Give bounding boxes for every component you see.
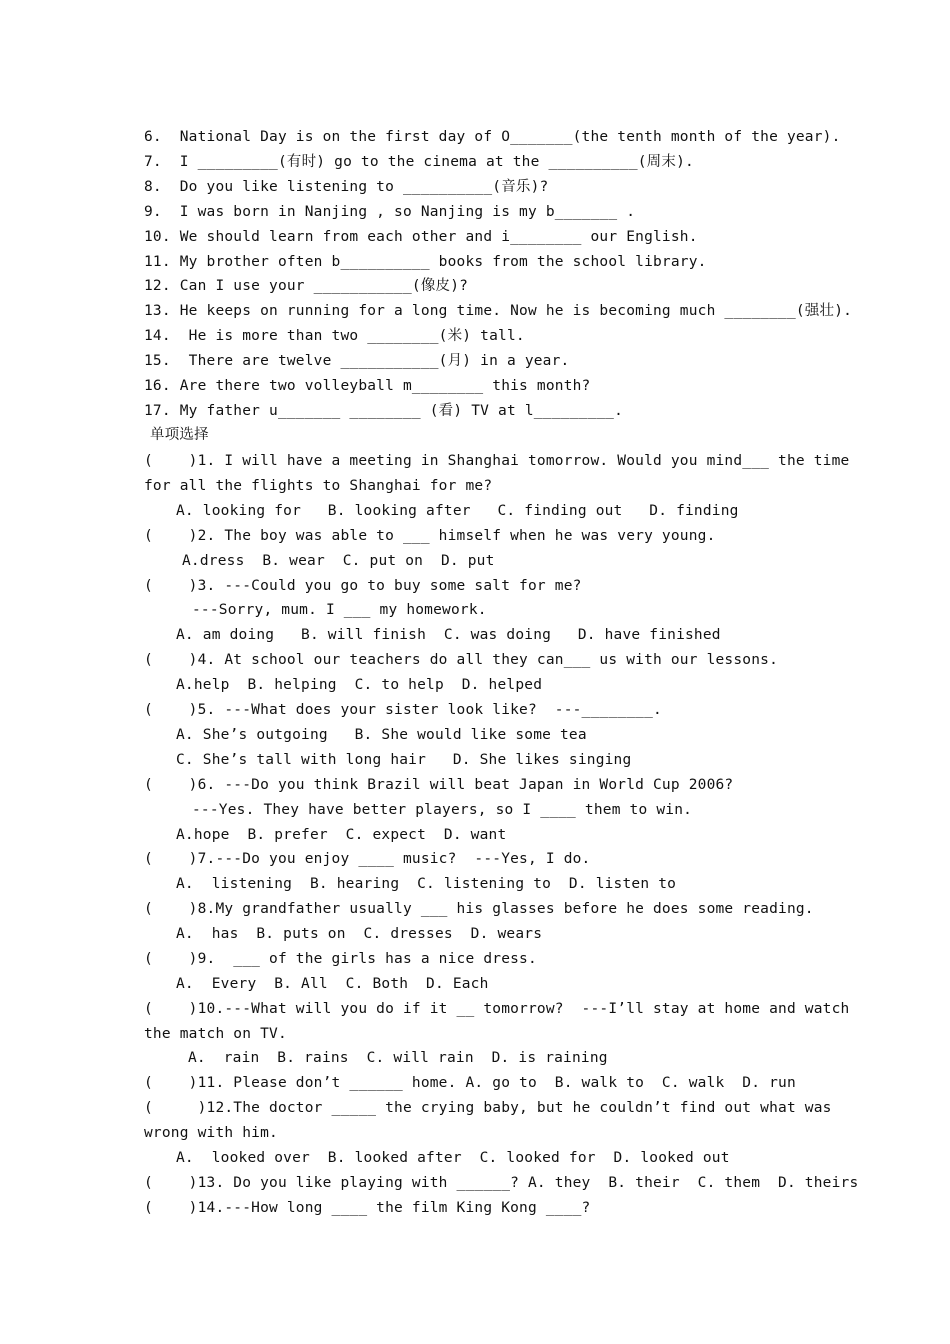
fill-in-item-15: 15. There are twelve ___________(月) in a year. [144,353,570,369]
mc-question-6: ( )6. ---Do you think Brazil will beat Japan in World Cup 2006? [144,777,734,793]
mc-question-14: ( )14.---How long ____ the film King Kong ____? [144,1200,591,1216]
mc-question-3: ( )3. ---Could you go to buy some salt for me? [144,578,582,594]
mc-options-2: A.dress B. wear C. put on D. put [182,553,495,569]
mc-question-10: ( )10.---What will you do if it __ tomorrow? ---I’ll stay at home and watch [144,1001,850,1017]
mc-options-5a: A. She’s outgoing B. She would like some tea [176,727,587,743]
mc-question-7: ( )7.---Do you enjoy ____ music? ---Yes, I do. [144,851,591,867]
mc-options-1: A. looking for B. looking after C. finding out D. finding [176,503,739,519]
mc-options-6: A.hope B. prefer C. expect D. want [176,827,507,843]
fill-in-item-7: 7. I _________(有时) go to the cinema at the __________(周末). [144,154,694,170]
mc-question-11: ( )11. Please don’t ______ home. A. go to B. walk to C. walk D. run [144,1075,796,1091]
mc-question-3-reply: ---Sorry, mum. I ___ my homework. [192,602,487,618]
fill-in-item-9: 9. I was born in Nanjing , so Nanjing is my b_______ . [144,204,636,220]
mc-question-8: ( )8.My grandfather usually ___ his glasses before he does some reading. [144,901,814,917]
mc-question-2: ( )2. The boy was able to ___ himself when he was very young. [144,528,716,544]
mc-options-12: A. looked over B. looked after C. looked for D. looked out [176,1150,730,1166]
mc-question-13: ( )13. Do you like playing with ______? A. they B. their C. them D. theirs [144,1175,859,1191]
mc-question-1-cont: for all the flights to Shanghai for me? [144,478,493,494]
mc-question-1: ( )1. I will have a meeting in Shanghai tomorrow. Would you mind___ the time [144,453,850,469]
fill-in-item-11: 11. My brother often b__________ books from the school library. [144,254,707,270]
mc-question-12: ( )12.The doctor _____ the crying baby, but he couldn’t find out what was [144,1100,832,1116]
mc-options-5b: C. She’s tall with long hair D. She likes singing [176,752,632,768]
mc-options-10: A. rain B. rains C. will rain D. is raining [188,1050,608,1066]
fill-in-item-13: 13. He keeps on running for a long time. Now he is becoming much ________(强壮). [144,303,853,319]
fill-in-item-16: 16. Are there two volleyball m________ this month? [144,378,591,394]
mc-options-8: A. has B. puts on C. dresses D. wears [176,926,543,942]
fill-in-item-14: 14. He is more than two ________(米) tall. [144,328,525,344]
mc-question-10-cont: the match on TV. [144,1026,287,1042]
mc-question-4: ( )4. At school our teachers do all they can___ us with our lessons. [144,652,779,668]
fill-in-item-12: 12. Can I use your ___________(像皮)? [144,278,469,294]
mc-options-7: A. listening B. hearing C. listening to D. listen to [176,876,677,892]
fill-in-item-8: 8. Do you like listening to __________(音乐)? [144,179,549,195]
mc-question-12-cont: wrong with him. [144,1125,278,1141]
fill-in-item-10: 10. We should learn from each other and i________ our English. [144,229,698,245]
mc-options-4: A.help B. helping C. to help D. helped [176,677,543,693]
mc-question-5: ( )5. ---What does your sister look like? ---________. [144,702,662,718]
mc-question-6-reply: ---Yes. They have better players, so I ____ them to win. [192,802,693,818]
mc-question-9: ( )9. ___ of the girls has a nice dress. [144,951,537,967]
mc-options-9: A. Every B. All C. Both D. Each [176,976,489,992]
fill-in-item-6: 6. National Day is on the first day of O_______(the tenth month of the year). [144,129,841,145]
section-title: 单项选择 [150,427,209,443]
fill-in-item-17: 17. My father u_______ ________ (看) TV at l_________. [144,403,624,419]
mc-options-3: A. am doing B. will finish C. was doing D. have finished [176,627,721,643]
